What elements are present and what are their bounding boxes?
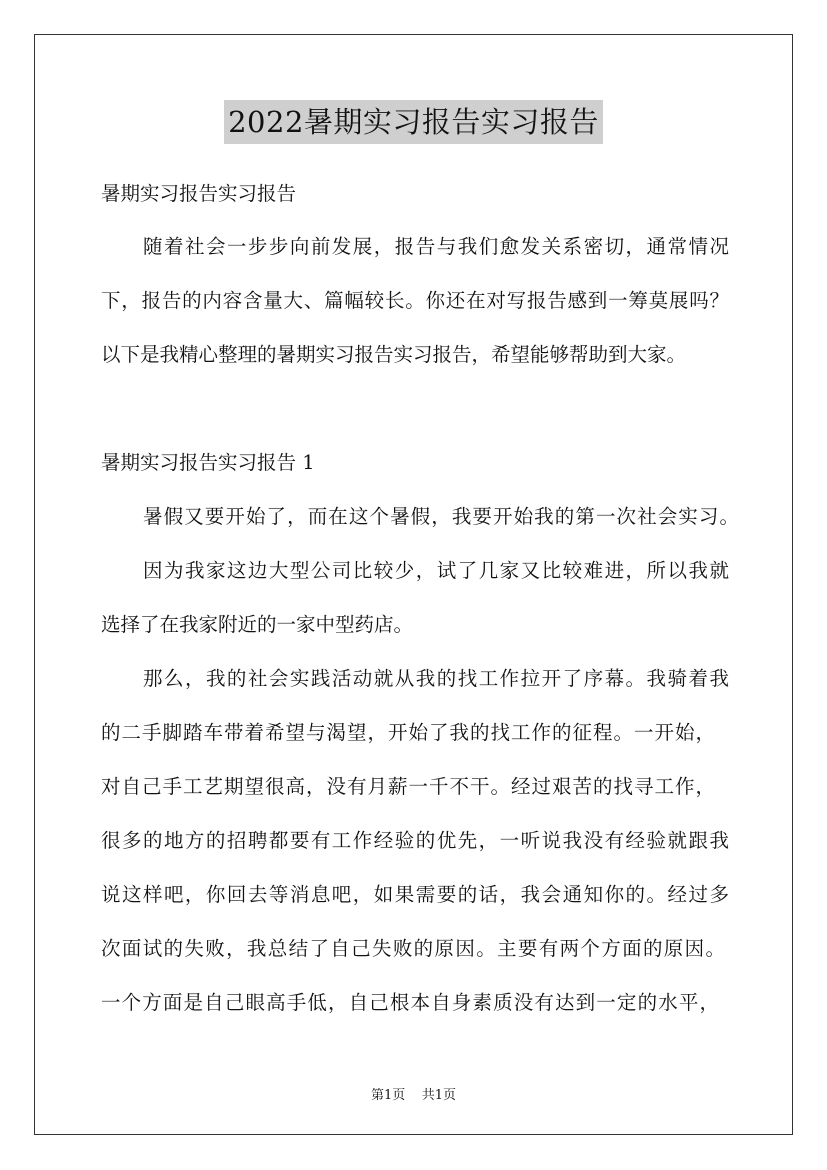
intro-line: 随着社会一步步向前发展，报告与我们愈发关系密切，通常情况 bbox=[143, 235, 729, 258]
section-heading: 暑期实习报告实习报告 1 bbox=[101, 451, 315, 474]
body-line: 一个方面是自己眼高手低，自己根本自身素质没有达到一定的水平， bbox=[101, 991, 719, 1014]
body-line: 次面试的失败，我总结了自己失败的原因。主要有两个方面的原因。 bbox=[101, 937, 725, 960]
document-title: 2022暑期实习报告实习报告 bbox=[224, 100, 603, 144]
body-line: 暑假又要开始了，而在这个暑假，我要开始我的第一次社会实习。 bbox=[143, 505, 739, 528]
intro-line: 下，报告的内容含量大、篇幅较长。你还在对写报告感到一筹莫展吗？ bbox=[101, 289, 729, 312]
body-line: 那么，我的社会实践活动就从我的找工作拉开了序幕。我骑着我 bbox=[143, 667, 729, 690]
title-container bbox=[0, 100, 827, 144]
subtitle: 暑期实习报告实习报告 bbox=[101, 182, 297, 205]
body-line: 很多的地方的招聘都要有工作经验的优先，一听说我没有经验就跟我 bbox=[101, 829, 729, 852]
body-line: 因为我家这边大型公司比较少，试了几家又比较难进，所以我就 bbox=[143, 559, 729, 582]
body-line: 说这样吧，你回去等消息吧，如果需要的话，我会通知你的。经过多 bbox=[101, 883, 729, 906]
page-footer: 第1页 共1页 bbox=[370, 1088, 457, 1103]
body-line: 选择了在我家附近的一家中型药店。 bbox=[101, 613, 414, 636]
body-line: 的二手脚踏车带着希望与渴望，开始了我的找工作的征程。一开始， bbox=[101, 721, 715, 744]
body-line: 对自己手工艺期望很高，没有月薪一千不干。经过艰苦的找寻工作， bbox=[101, 775, 715, 798]
intro-line: 以下是我精心整理的暑期实习报告实习报告，希望能够帮助到大家。 bbox=[101, 343, 687, 366]
